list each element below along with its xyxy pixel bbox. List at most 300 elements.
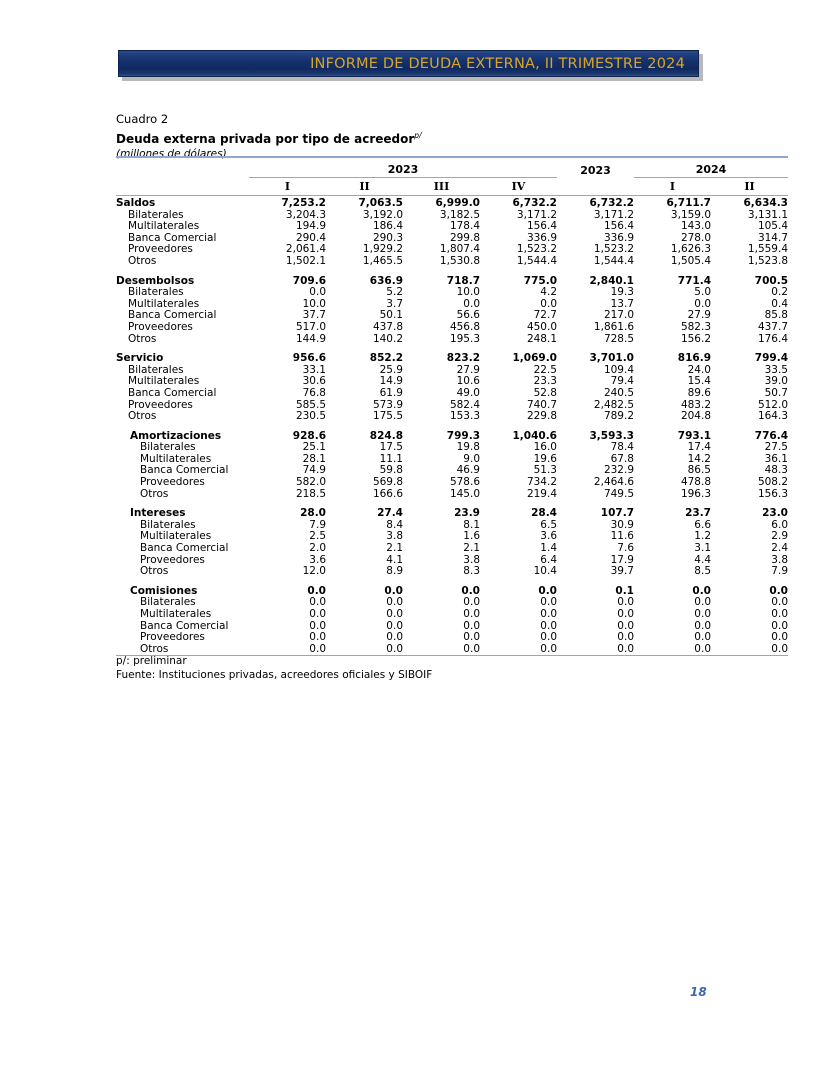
data-cell: 3.1 — [694, 542, 711, 555]
data-cell: 278.0 — [680, 231, 711, 244]
section-total-cell: 2,840.1 — [589, 274, 634, 287]
data-cell: 0.0 — [463, 619, 480, 632]
data-cell: 0.0 — [540, 297, 557, 310]
section-label: Saldos — [116, 197, 156, 209]
row-label: Bilaterales — [140, 596, 196, 609]
row-label: Multilaterales — [140, 608, 212, 620]
quarter-header-1: II — [359, 180, 370, 193]
data-cell: 299.8 — [449, 231, 480, 244]
quarter-header-6: II — [744, 180, 755, 193]
data-cell: 25.1 — [302, 441, 326, 454]
data-cell: 3,131.1 — [747, 208, 788, 221]
data-cell: 22.5 — [533, 363, 557, 376]
data-cell: 27.9 — [687, 309, 711, 322]
section-header-row — [116, 198, 788, 210]
section-total-cell: 107.7 — [600, 507, 634, 520]
data-cell: 46.9 — [456, 464, 480, 477]
data-cell: 37.7 — [302, 309, 326, 322]
section-total-cell: 6,634.3 — [743, 197, 788, 209]
year-header-2: 2024 — [634, 161, 788, 178]
data-cell: 61.9 — [379, 386, 403, 399]
data-cell: 25.9 — [379, 363, 403, 376]
data-cell: 478.8 — [680, 476, 711, 489]
table-row — [116, 597, 788, 609]
section-total-cell: 928.6 — [292, 429, 326, 442]
data-cell: 218.5 — [295, 487, 326, 500]
data-cell: 78.4 — [610, 441, 634, 454]
data-cell: 24.0 — [687, 363, 711, 376]
data-cell: 3,204.3 — [285, 208, 326, 221]
row-label: Banca Comercial — [128, 309, 217, 322]
section-label: Desembolsos — [116, 274, 195, 287]
data-cell: 56.6 — [456, 309, 480, 322]
section-total-cell: 23.7 — [685, 507, 711, 520]
data-cell: 7.9 — [309, 518, 326, 531]
table-row — [116, 520, 788, 532]
data-cell: 7.6 — [617, 542, 634, 555]
data-cell: 0.0 — [540, 642, 557, 655]
data-cell: 3.7 — [386, 297, 403, 310]
data-cell: 290.3 — [372, 231, 403, 244]
data-cell: 14.2 — [687, 452, 711, 465]
data-cell: 2.1 — [386, 542, 403, 555]
quarter-header-spacer — [116, 178, 249, 196]
data-cell: 2.5 — [309, 530, 326, 543]
row-label: Multilaterales — [140, 452, 212, 465]
row-label: Banca Comercial — [128, 231, 217, 244]
table-row — [116, 411, 788, 423]
data-cell: 512.0 — [757, 398, 788, 411]
data-cell: 76.8 — [302, 386, 326, 399]
data-cell: 10.6 — [456, 375, 480, 388]
data-cell: 2.1 — [463, 542, 480, 555]
section-total-cell: 3,593.3 — [589, 429, 634, 442]
year-header-row — [116, 161, 788, 178]
data-cell: 1,530.8 — [439, 254, 480, 267]
section-total-cell: 776.4 — [754, 429, 788, 442]
row-label: Bilaterales — [128, 363, 184, 376]
data-cell: 1,559.4 — [747, 243, 788, 256]
data-cell: 0.0 — [771, 642, 788, 655]
data-cell: 0.0 — [386, 619, 403, 632]
data-cell: 3,159.0 — [670, 208, 711, 221]
data-cell: 585.5 — [295, 398, 326, 411]
data-cell: 0.0 — [309, 619, 326, 632]
section-total-cell: 636.9 — [369, 274, 403, 287]
data-cell: 50.1 — [379, 309, 403, 322]
data-cell: 12.0 — [302, 565, 326, 578]
data-cell: 79.4 — [610, 375, 634, 388]
section-total-cell: 28.4 — [531, 507, 557, 520]
data-cell: 2.4 — [771, 542, 788, 555]
data-cell: 728.5 — [603, 332, 634, 345]
data-cell: 109.4 — [603, 363, 634, 376]
row-label: Otros — [140, 487, 169, 500]
data-cell: 0.0 — [386, 642, 403, 655]
data-cell: 1.2 — [694, 530, 711, 543]
debt-table — [116, 156, 788, 659]
data-cell: 27.5 — [764, 441, 788, 454]
data-cell: 186.4 — [372, 220, 403, 233]
section-header-row — [116, 586, 788, 598]
data-cell: 0.0 — [309, 596, 326, 609]
row-label: Otros — [128, 332, 157, 345]
section-total-cell: 6,732.2 — [512, 197, 557, 209]
quarter-header-0: I — [284, 180, 291, 193]
data-cell: 140.2 — [372, 332, 403, 345]
banner-bar — [118, 50, 699, 77]
section-label: Intereses — [130, 507, 186, 520]
table-caption-block — [116, 112, 716, 161]
data-cell: 156.3 — [757, 487, 788, 500]
data-cell: 0.0 — [309, 631, 326, 644]
data-cell: 39.7 — [610, 565, 634, 578]
data-cell: 230.5 — [295, 410, 326, 423]
table-row — [116, 334, 788, 346]
data-cell: 0.0 — [694, 619, 711, 632]
data-cell: 8.5 — [694, 565, 711, 578]
section-total-cell: 1,040.6 — [512, 429, 557, 442]
data-cell: 144.9 — [295, 332, 326, 345]
data-cell: 1,523.8 — [747, 254, 788, 267]
data-cell: 0.0 — [386, 596, 403, 609]
data-cell: 0.0 — [540, 596, 557, 609]
table-row — [116, 388, 788, 400]
data-cell: 156.4 — [603, 220, 634, 233]
data-cell: 3,171.2 — [516, 208, 557, 221]
data-cell: 569.8 — [372, 476, 403, 489]
data-cell: 50.7 — [764, 386, 788, 399]
row-label: Bilaterales — [140, 518, 196, 531]
table-footnotes — [116, 655, 716, 682]
data-cell: 164.3 — [757, 410, 788, 423]
data-cell: 582.0 — [295, 476, 326, 489]
data-cell: 0.0 — [463, 608, 480, 620]
data-cell: 1,505.4 — [670, 254, 711, 267]
row-label: Bilaterales — [128, 286, 184, 299]
data-cell: 2.9 — [771, 530, 788, 543]
data-cell: 1,807.4 — [439, 243, 480, 256]
data-cell: 9.0 — [463, 452, 480, 465]
table-row — [116, 256, 788, 268]
page-number: 18 — [690, 985, 707, 999]
row-label: Multilaterales — [128, 220, 200, 233]
data-cell: 72.7 — [533, 309, 557, 322]
data-cell: 6.5 — [540, 518, 557, 531]
data-cell: 290.4 — [295, 231, 326, 244]
data-cell: 204.8 — [680, 410, 711, 423]
row-label: Proveedores — [128, 398, 193, 411]
quarter-header-4 — [557, 178, 634, 196]
section-total-cell: 0.0 — [692, 584, 711, 597]
table-title-footnote-marker: p/ — [414, 131, 422, 140]
quarter-header-row — [116, 178, 788, 196]
data-cell: 10.0 — [302, 297, 326, 310]
data-cell: 0.0 — [463, 642, 480, 655]
report-header-banner — [118, 50, 703, 81]
row-label: Multilaterales — [128, 297, 200, 310]
section-header-row — [116, 508, 788, 520]
table-row — [116, 609, 788, 621]
data-cell: 145.0 — [449, 487, 480, 500]
data-cell: 749.5 — [603, 487, 634, 500]
section-label: Servicio — [116, 352, 164, 365]
data-cell: 2,061.4 — [285, 243, 326, 256]
table-units: (millones de dólares) — [116, 148, 227, 160]
data-cell: 1,523.2 — [516, 243, 557, 256]
data-cell: 176.4 — [757, 332, 788, 345]
row-label: Proveedores — [140, 553, 205, 566]
data-cell: 49.0 — [456, 386, 480, 399]
data-cell: 0.0 — [617, 631, 634, 644]
data-cell: 217.0 — [603, 309, 634, 322]
data-cell: 2,464.6 — [593, 476, 634, 489]
data-cell: 0.0 — [694, 608, 711, 620]
data-cell: 3.8 — [463, 553, 480, 566]
table-sections — [116, 198, 788, 656]
data-cell: 0.0 — [694, 642, 711, 655]
data-cell: 1,544.4 — [593, 254, 634, 267]
data-cell: 789.2 — [603, 410, 634, 423]
data-cell: 5.0 — [694, 286, 711, 299]
data-cell: 33.5 — [764, 363, 788, 376]
section-total-cell: 7,253.2 — [281, 197, 326, 209]
data-cell: 8.1 — [463, 518, 480, 531]
data-cell: 0.0 — [540, 608, 557, 620]
data-cell: 15.4 — [687, 375, 711, 388]
data-cell: 6.6 — [694, 518, 711, 531]
data-cell: 3.6 — [309, 553, 326, 566]
section-total-cell: 775.0 — [523, 274, 557, 287]
row-label: Banca Comercial — [128, 386, 217, 399]
section-total-cell: 852.2 — [369, 352, 403, 365]
table-row — [116, 621, 788, 633]
data-cell: 3.8 — [771, 553, 788, 566]
data-cell: 19.6 — [533, 452, 557, 465]
data-cell: 7.9 — [771, 565, 788, 578]
data-cell: 143.0 — [680, 220, 711, 233]
data-cell: 0.0 — [463, 297, 480, 310]
data-cell: 1,465.5 — [362, 254, 403, 267]
row-label: Banca Comercial — [140, 619, 229, 632]
data-cell: 196.3 — [680, 487, 711, 500]
table-row — [116, 477, 788, 489]
data-cell: 28.1 — [302, 452, 326, 465]
data-cell: 0.0 — [540, 619, 557, 632]
data-cell: 1.6 — [463, 530, 480, 543]
data-cell: 13.7 — [610, 297, 634, 310]
data-cell: 450.0 — [526, 320, 557, 333]
section-total-cell: 771.4 — [677, 274, 711, 287]
debt-table-container — [116, 156, 788, 659]
data-cell: 153.3 — [449, 410, 480, 423]
data-cell: 4.1 — [386, 553, 403, 566]
row-label: Bilaterales — [140, 441, 196, 454]
data-cell: 229.8 — [526, 410, 557, 423]
table-row — [116, 566, 788, 578]
data-cell: 178.4 — [449, 220, 480, 233]
data-cell: 30.6 — [302, 375, 326, 388]
section-total-cell: 718.7 — [446, 274, 480, 287]
quarter-header-3: IV — [511, 180, 526, 193]
row-label: Banca Comercial — [140, 464, 229, 477]
section-total-cell: 0.0 — [538, 584, 557, 597]
section-total-cell: 700.5 — [754, 274, 788, 287]
data-cell: 74.9 — [302, 464, 326, 477]
row-label: Otros — [128, 254, 157, 267]
data-cell: 8.4 — [386, 518, 403, 531]
data-cell: 166.6 — [372, 487, 403, 500]
section-total-cell: 799.4 — [754, 352, 788, 365]
section-total-cell: 23.9 — [454, 507, 480, 520]
data-cell: 51.3 — [533, 464, 557, 477]
section-total-cell: 3,701.0 — [589, 352, 634, 365]
data-cell: 0.0 — [771, 596, 788, 609]
data-cell: 1,861.6 — [593, 320, 634, 333]
data-cell: 8.9 — [386, 565, 403, 578]
data-cell: 248.1 — [526, 332, 557, 345]
table-row — [116, 632, 788, 644]
footnote-source: Fuente: Instituciones privadas, acreedores oficiales y SIBOIF — [116, 668, 433, 681]
data-cell: 0.2 — [771, 286, 788, 299]
data-cell: 1,502.1 — [285, 254, 326, 267]
data-cell: 6.4 — [540, 553, 557, 566]
section-header-row — [116, 276, 788, 288]
table-row — [116, 543, 788, 555]
data-cell: 740.7 — [526, 398, 557, 411]
footnote-preliminary: p/: preliminar — [116, 655, 187, 667]
data-cell: 336.9 — [526, 231, 557, 244]
section-total-cell: 7,063.5 — [358, 197, 403, 209]
row-label: Banca Comercial — [140, 542, 229, 555]
section-total-cell: 793.1 — [677, 429, 711, 442]
row-label: Bilaterales — [128, 208, 184, 221]
data-cell: 0.0 — [617, 619, 634, 632]
data-cell: 2,482.5 — [593, 398, 634, 411]
data-cell: 3.8 — [386, 530, 403, 543]
row-label: Proveedores — [140, 631, 205, 644]
data-cell: 2.0 — [309, 542, 326, 555]
data-cell: 240.5 — [603, 386, 634, 399]
row-label: Otros — [140, 565, 169, 578]
data-cell: 10.4 — [533, 565, 557, 578]
data-cell: 0.4 — [771, 297, 788, 310]
row-label: Proveedores — [128, 243, 193, 256]
data-cell: 1,626.3 — [670, 243, 711, 256]
data-cell: 1.4 — [540, 542, 557, 555]
row-label: Multilaterales — [140, 530, 212, 543]
data-cell: 16.0 — [533, 441, 557, 454]
data-cell: 0.0 — [771, 619, 788, 632]
data-cell: 39.0 — [764, 375, 788, 388]
data-cell: 36.1 — [764, 452, 788, 465]
data-cell: 0.0 — [617, 642, 634, 655]
section-header-row — [116, 353, 788, 365]
data-cell: 483.2 — [680, 398, 711, 411]
data-cell: 232.9 — [603, 464, 634, 477]
data-cell: 734.2 — [526, 476, 557, 489]
section-total-cell: 0.0 — [307, 584, 326, 597]
section-total-cell: 709.6 — [292, 274, 326, 287]
section-total-cell: 956.6 — [292, 352, 326, 365]
section-spacer — [116, 578, 788, 586]
data-cell: 10.0 — [456, 286, 480, 299]
data-cell: 0.0 — [617, 608, 634, 620]
data-cell: 33.1 — [302, 363, 326, 376]
data-cell: 0.0 — [463, 596, 480, 609]
table-number: Cuadro 2 — [116, 112, 169, 126]
section-total-cell: 816.9 — [677, 352, 711, 365]
data-cell: 0.0 — [694, 596, 711, 609]
data-cell: 508.2 — [757, 476, 788, 489]
data-cell: 0.0 — [463, 631, 480, 644]
data-cell: 8.3 — [463, 565, 480, 578]
data-cell: 437.7 — [757, 320, 788, 333]
banner-title: INFORME DE DEUDA EXTERNA, II TRIMESTRE 2024 — [310, 55, 685, 72]
row-label: Proveedores — [140, 476, 205, 489]
data-cell: 19.3 — [610, 286, 634, 299]
row-label: Multilaterales — [128, 375, 200, 388]
section-total-cell: 0.0 — [769, 584, 788, 597]
data-cell: 105.4 — [757, 220, 788, 233]
data-cell: 3,192.0 — [362, 208, 403, 221]
row-label: Otros — [128, 410, 157, 423]
section-total-cell: 1,069.0 — [512, 352, 557, 365]
data-cell: 0.0 — [309, 642, 326, 655]
data-cell: 86.5 — [687, 464, 711, 477]
data-cell: 17.9 — [610, 553, 634, 566]
data-cell: 0.0 — [617, 596, 634, 609]
data-cell: 19.8 — [456, 441, 480, 454]
row-label: Otros — [140, 642, 169, 655]
data-cell: 456.8 — [449, 320, 480, 333]
data-cell: 219.4 — [526, 487, 557, 500]
table-row — [116, 287, 788, 299]
data-cell: 0.0 — [540, 631, 557, 644]
section-total-cell: 23.0 — [762, 507, 788, 520]
data-cell: 314.7 — [757, 231, 788, 244]
section-total-cell: 823.2 — [446, 352, 480, 365]
data-cell: 582.3 — [680, 320, 711, 333]
section-total-cell: 28.0 — [300, 507, 326, 520]
data-cell: 4.4 — [694, 553, 711, 566]
data-cell: 156.4 — [526, 220, 557, 233]
section-total-cell: 824.8 — [369, 429, 403, 442]
table-row — [116, 555, 788, 567]
data-cell: 156.2 — [680, 332, 711, 345]
data-cell: 0.0 — [309, 286, 326, 299]
data-cell: 5.2 — [386, 286, 403, 299]
data-cell: 0.0 — [694, 297, 711, 310]
section-label: Comisiones — [130, 584, 198, 597]
section-total-cell: 27.4 — [377, 507, 403, 520]
data-cell: 17.5 — [379, 441, 403, 454]
data-cell: 48.3 — [764, 464, 788, 477]
data-cell: 0.0 — [309, 608, 326, 620]
data-cell: 30.9 — [610, 518, 634, 531]
section-total-cell: 6,732.2 — [589, 197, 634, 209]
data-cell: 67.8 — [610, 452, 634, 465]
year-header-spacer — [116, 161, 249, 178]
data-cell: 17.4 — [687, 441, 711, 454]
quarter-header-2: III — [433, 180, 450, 193]
data-cell: 11.6 — [610, 530, 634, 543]
table-title — [116, 128, 716, 147]
section-total-cell: 0.0 — [384, 584, 403, 597]
section-total-cell: 0.1 — [615, 584, 634, 597]
data-cell: 3,182.5 — [439, 208, 480, 221]
section-total-cell: 799.3 — [446, 429, 480, 442]
